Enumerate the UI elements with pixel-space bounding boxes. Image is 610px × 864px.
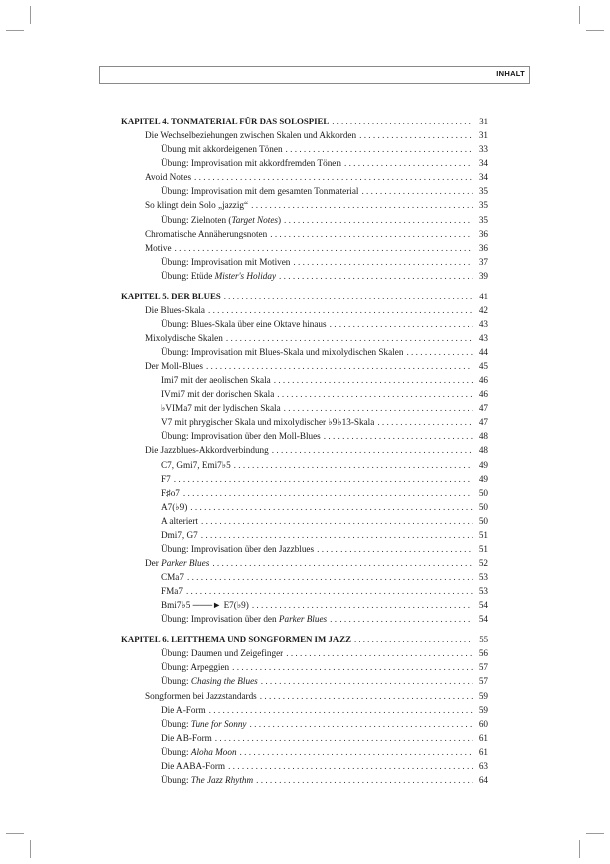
dot-leader — [240, 745, 473, 759]
page-number: 47 — [478, 403, 488, 414]
toc-entry-title: Übung mit akkordeigenen Tönen — [161, 144, 283, 155]
toc-entry — [121, 373, 488, 387]
toc-entry — [121, 415, 488, 429]
toc-chapter — [121, 289, 488, 303]
toc-entry-title: A alteriert — [161, 515, 198, 526]
toc-entry-title: C7, Gmi7, Emi7♭5 — [161, 459, 231, 470]
toc-entry-title: Songformen bei Jazzstandards — [145, 690, 257, 701]
toc-entry — [121, 773, 488, 787]
dot-leader — [286, 142, 473, 156]
dot-leader — [286, 646, 473, 660]
dot-leader — [224, 289, 473, 303]
page-number: 44 — [478, 346, 488, 357]
crop-mark — [6, 833, 24, 834]
toc-entry — [121, 443, 488, 457]
dot-leader — [201, 528, 473, 542]
crop-mark — [30, 840, 31, 858]
toc-chapter — [121, 632, 488, 646]
dot-leader — [174, 472, 473, 486]
toc-entry — [121, 528, 488, 542]
toc-entry-title: Die AABA-Form — [161, 760, 226, 771]
page-number: 36 — [478, 228, 488, 239]
page-number: 43 — [478, 318, 488, 329]
page-number: 42 — [478, 304, 488, 315]
toc-entry-title: Übung: Zielnoten (Target Notes) — [161, 214, 282, 225]
toc-entry — [121, 458, 488, 472]
dot-leader — [284, 213, 473, 227]
toc-entry — [121, 241, 488, 255]
toc-entry — [121, 317, 488, 331]
toc-entry-title: ♭VIMa7 mit der lydischen Skala — [161, 403, 281, 414]
dot-leader — [359, 128, 473, 142]
toc-entry-title: Die Blues-Skala — [145, 304, 205, 315]
toc-entry — [121, 255, 488, 269]
page-number: 59 — [478, 690, 488, 701]
toc-entry — [121, 184, 488, 198]
dot-leader — [361, 184, 473, 198]
toc-entry-title: Chromatische Annäherungsnoten — [145, 228, 268, 239]
dot-leader — [270, 227, 473, 241]
dot-leader — [354, 632, 473, 646]
toc-entry — [121, 598, 488, 612]
dot-leader — [332, 114, 473, 128]
toc-entry-title: Die AB-Form — [161, 732, 212, 743]
toc-entry — [121, 213, 488, 227]
dot-leader — [406, 345, 473, 359]
dot-leader — [215, 731, 473, 745]
toc-entry-title: Übung: Aloha Moon — [161, 746, 237, 757]
toc-entry — [121, 303, 488, 317]
dot-leader — [212, 556, 473, 570]
page-number: 61 — [478, 732, 488, 743]
dot-leader — [228, 759, 473, 773]
toc-entry — [121, 646, 488, 660]
dot-leader — [272, 443, 473, 457]
page-number: 49 — [478, 473, 488, 484]
toc-entry — [121, 759, 488, 773]
page-number: 52 — [478, 558, 488, 569]
toc-entry — [121, 500, 488, 514]
toc-entry-title: So klingt dein Solo „jazzig“ — [145, 200, 249, 211]
toc-entry — [121, 612, 488, 626]
crop-mark — [579, 840, 580, 858]
toc-entry — [121, 674, 488, 688]
page-number: 54 — [478, 600, 488, 611]
toc-entry-title: F♯o7 — [161, 487, 180, 498]
page-number: 49 — [478, 459, 488, 470]
toc-entry-title: Übung: Tune for Sonny — [161, 718, 247, 729]
table-of-contents — [121, 114, 488, 787]
dot-leader — [377, 415, 473, 429]
page-number: 50 — [478, 487, 488, 498]
toc-entry — [121, 703, 488, 717]
toc-entry-title: Übung: Improvisation über den Parker Blues — [161, 614, 328, 625]
page-number: 35 — [478, 200, 488, 211]
toc-entry — [121, 570, 488, 584]
crop-mark — [579, 6, 580, 24]
dot-leader — [330, 317, 473, 331]
toc-entry-title: Übung: Arpeggien — [161, 662, 230, 673]
dot-leader — [256, 773, 473, 787]
dot-leader — [261, 674, 473, 688]
dot-leader — [293, 255, 473, 269]
toc-entry — [121, 269, 488, 283]
page-number: 53 — [478, 586, 488, 597]
crop-mark — [586, 30, 604, 31]
toc-entry — [121, 156, 488, 170]
toc-entry — [121, 542, 488, 556]
toc-entry-title: Übung: Improvisation mit akkordfremden Tönen — [161, 158, 341, 169]
toc-entry-title: Übung: Etüde Mister's Holiday — [161, 270, 277, 281]
toc-entry-title: Übung: Blues-Skala über eine Oktave hinaus — [161, 318, 327, 329]
dot-leader — [344, 156, 473, 170]
page-number: 56 — [478, 648, 488, 659]
toc-entry-title: Übung: Chasing the Blues — [161, 676, 258, 687]
toc-entry — [121, 331, 488, 345]
toc-entry-title: Motive — [145, 242, 172, 253]
toc-entry-title: Übung: Improvisation über den Moll-Blues — [161, 431, 321, 442]
page-number: 51 — [478, 544, 488, 555]
toc-entry — [121, 717, 488, 731]
toc-entry — [121, 387, 488, 401]
toc-entry-title: Die Jazzblues-Akkordverbindung — [145, 445, 269, 456]
page-number: 35 — [478, 186, 488, 197]
dot-leader — [234, 458, 473, 472]
toc-entry — [121, 745, 488, 759]
dot-leader — [284, 401, 473, 415]
toc-entry — [121, 227, 488, 241]
dot-leader — [190, 500, 473, 514]
toc-entry-title: Übung: Improvisation mit dem gesamten Tonmaterial — [161, 186, 359, 197]
page-number: 57 — [478, 676, 488, 687]
toc-entry-title: Übung: Improvisation mit Motiven — [161, 256, 291, 267]
dot-leader — [187, 570, 473, 584]
dot-leader — [330, 612, 473, 626]
dot-leader — [209, 703, 473, 717]
toc-entry — [121, 401, 488, 415]
toc-entry-title: Imi7 mit der aeolischen Skala — [161, 375, 271, 386]
dot-leader — [186, 584, 473, 598]
toc-chapter — [121, 114, 488, 128]
toc-entry-title: Avoid Notes — [145, 172, 192, 183]
toc-entry — [121, 584, 488, 598]
header-label: INHALT — [496, 69, 525, 78]
dot-leader — [183, 486, 473, 500]
page-number: 34 — [478, 172, 488, 183]
toc-entry — [121, 429, 488, 443]
page-number: 37 — [478, 256, 488, 267]
dot-leader — [175, 241, 473, 255]
crop-mark — [586, 833, 604, 834]
toc-entry-title: Übung: Improvisation mit Blues-Skala und mixolydischen Skalen — [161, 346, 404, 357]
page-number: 35 — [478, 214, 488, 225]
toc-entry-title: KAPITEL 5. DER BLUES — [121, 290, 221, 301]
toc-entry — [121, 556, 488, 570]
toc-entry — [121, 170, 488, 184]
dot-leader — [274, 373, 473, 387]
page-number: 48 — [478, 445, 488, 456]
page-number: 64 — [478, 774, 488, 785]
dot-leader — [232, 660, 473, 674]
toc-entry — [121, 128, 488, 142]
dot-leader — [317, 542, 473, 556]
toc-entry — [121, 731, 488, 745]
page-number: 33 — [478, 144, 488, 155]
toc-entry — [121, 660, 488, 674]
page-number: 47 — [478, 417, 488, 428]
toc-entry-title: FMa7 — [161, 586, 183, 597]
dot-leader — [208, 303, 473, 317]
dot-leader — [279, 269, 473, 283]
page-number: 60 — [478, 718, 488, 729]
toc-entry-title: Der Moll-Blues — [145, 361, 203, 372]
page-number: 39 — [478, 270, 488, 281]
page-number: 57 — [478, 662, 488, 673]
toc-entry-title: KAPITEL 6. LEITTHEMA UND SONGFORMEN IM JAZZ — [121, 634, 351, 645]
toc-entry — [121, 689, 488, 703]
page-number: 59 — [478, 704, 488, 715]
dot-leader — [324, 429, 473, 443]
dot-leader — [277, 387, 473, 401]
dot-leader — [226, 331, 473, 345]
dot-leader — [206, 359, 473, 373]
page-number: 46 — [478, 389, 488, 400]
page-number: 45 — [478, 361, 488, 372]
toc-entry — [121, 345, 488, 359]
page-number: 41 — [479, 290, 488, 301]
page-number: 51 — [478, 529, 488, 540]
toc-entry-title: Der Parker Blues — [145, 558, 210, 569]
toc-entry-title: Übung: Improvisation über den Jazzblues — [161, 544, 315, 555]
dot-leader — [194, 170, 473, 184]
dot-leader — [250, 717, 474, 731]
toc-entry-title: Mixolydische Skalen — [145, 332, 223, 343]
page-number: 63 — [478, 760, 488, 771]
page-number: 55 — [479, 634, 488, 645]
toc-entry-title: Bmi7♭5 ───► E7(♭9) — [161, 600, 249, 611]
toc-entry — [121, 514, 488, 528]
page-number: 53 — [478, 572, 488, 583]
crop-mark — [6, 30, 24, 31]
toc-entry-title: Übung: Daumen und Zeigefinger — [161, 648, 284, 659]
dot-leader — [252, 598, 473, 612]
page-number: 31 — [478, 130, 488, 141]
toc-entry-title: Übung: The Jazz Rhythm — [161, 774, 254, 785]
toc-entry — [121, 359, 488, 373]
toc-entry-title: IVmi7 mit der dorischen Skala — [161, 389, 275, 400]
running-header — [99, 66, 530, 84]
dot-leader — [251, 198, 473, 212]
page-number: 61 — [478, 746, 488, 757]
toc-entry-title: Die Wechselbeziehungen zwischen Skalen und Akkorden — [145, 130, 357, 141]
toc-entry-title: CMa7 — [161, 572, 184, 583]
toc-entry-title: Dmi7, G7 — [161, 529, 198, 540]
page-number: 46 — [478, 375, 488, 386]
crop-mark — [30, 6, 31, 24]
toc-entry-title: A7(♭9) — [161, 501, 188, 512]
toc-entry-title: V7 mit phrygischer Skala und mixolydischer ♭9♭13-Skala — [161, 417, 375, 428]
dot-leader — [260, 689, 473, 703]
page-number: 50 — [478, 501, 488, 512]
toc-entry — [121, 472, 488, 486]
toc-entry-title: Die A-Form — [161, 704, 206, 715]
page-number: 43 — [478, 332, 488, 343]
toc-entry — [121, 198, 488, 212]
toc-entry-title: F7 — [161, 473, 171, 484]
page-number: 36 — [478, 242, 488, 253]
page-number: 48 — [478, 431, 488, 442]
dot-leader — [201, 514, 473, 528]
page-number: 31 — [479, 116, 488, 126]
toc-entry — [121, 486, 488, 500]
toc-entry — [121, 142, 488, 156]
page-number: 54 — [478, 614, 488, 625]
page-number: 34 — [478, 158, 488, 169]
toc-entry-title: KAPITEL 4. TONMATERIAL FÜR DAS SOLOSPIEL — [121, 116, 330, 126]
page-number: 50 — [478, 515, 488, 526]
